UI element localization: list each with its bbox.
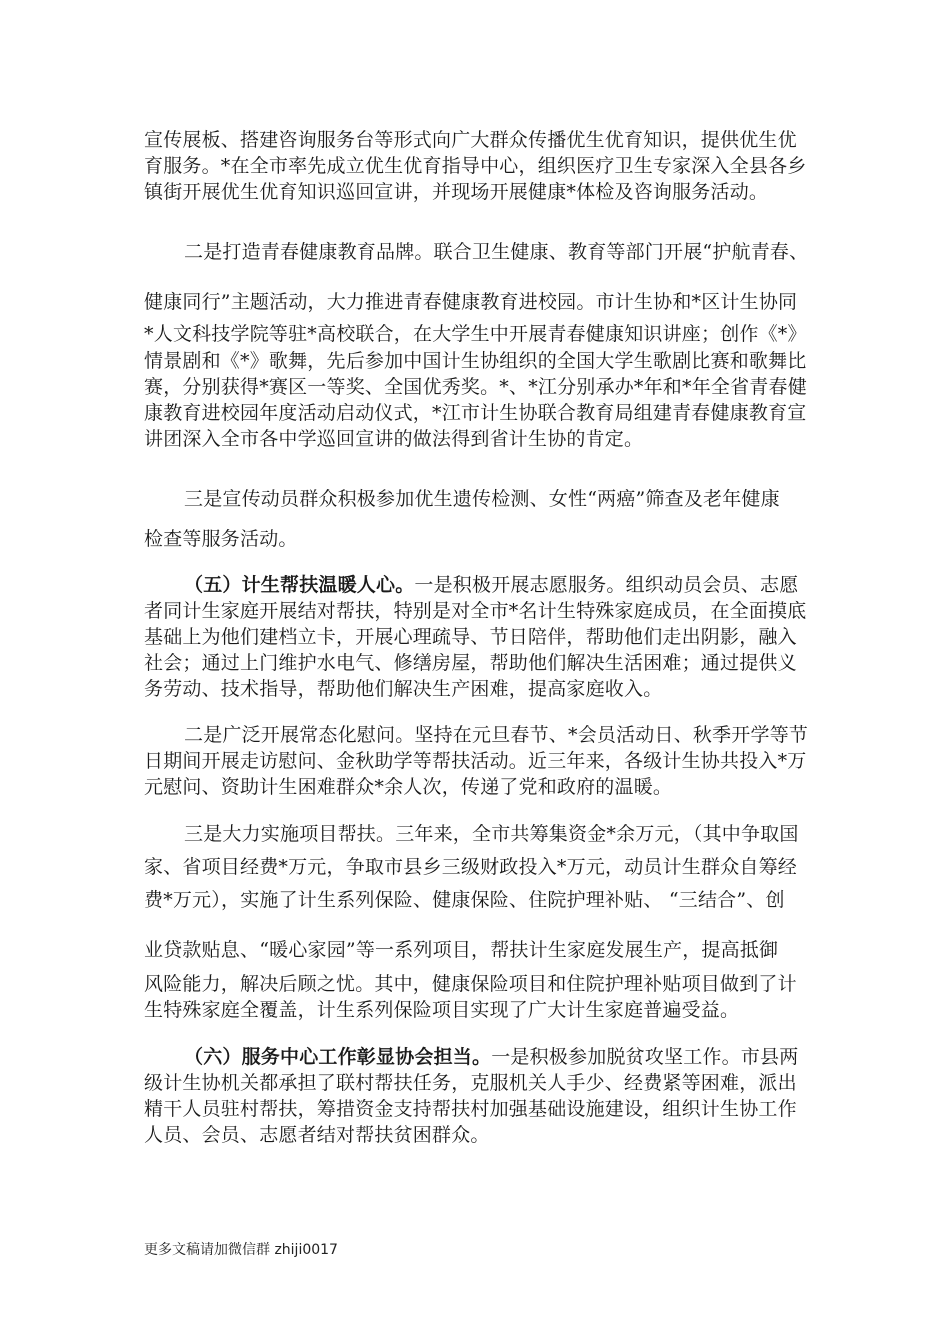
p3-line-1: 三是宣传动员群众积极参加优生遗传检测、女性“两癌”筛查及老年健康 [184,488,780,510]
p2-line-3: *人文科技学院等驻*高校联合，在大学生中开展青春健康知识讲座；创作《*》 [144,323,807,345]
p4-first-rest: 一是积极开展志愿服务。组织动员会员、志愿 [414,574,799,596]
p7-heading: （六）服务中心工作彰显协会担当。 [184,1046,492,1068]
p6-line-3: 费*万元），实施了计生系列保险、健康保险、住院护理补贴、 “三结合”、创 [144,889,785,911]
p1-line-1: 宣传展板、搭建咨询服务台等形式向广大群众传播优生优育知识，提供优生优 [144,129,797,151]
p5-line-3: 元慰问、资助计生困难群众*余人次，传递了党和政府的温暖。 [144,776,673,798]
p4-line-4: 社会；通过上门维护水电气、修缮房屋，帮助他们解决生活困难；通过提供义 [144,652,797,674]
p5-line-1: 二是广泛开展常态化慰问。坚持在元旦春节、*会员活动日、秋季开学等节 [184,724,809,746]
p4-line-1 [184,573,824,597]
p2-line-6: 康教育进校园年度活动启动仪式，*江市计生协联合教育局组建青春健康教育宣 [144,402,807,424]
p2-line-1: 二是打造青春健康教育品牌。联合卫生健康、教育等部门开展“护航青春、 [184,241,809,263]
p6-line-2: 家、省项目经费*万元，争取市县乡三级财政投入*万元，动员计生群众自筹经 [144,856,798,878]
p7-line-1 [184,1045,824,1069]
p1-line-2: 育服务。*在全市率先成立优生优育指导中心，组织医疗卫生专家深入全县各乡 [144,155,807,177]
p6-line-5: 风险能力，解决后顾之忧。其中，健康保险项目和住院护理补贴项目做到了计 [144,973,797,995]
p4-line-2: 者同计生家庭开展结对帮扶，特别是对全市*名计生特殊家庭成员，在全面摸底 [144,600,807,622]
p2-line-2: 健康同行”主题活动，大力推进青春健康教育进校园。市计生协和*区计生协同 [144,291,798,313]
p5-line-2: 日期间开展走访慰问、金秋助学等帮扶活动。近三年来，各级计生协共投入*万 [144,750,807,772]
p7-line-2: 级计生协机关都承担了联村帮扶任务，克服机关人手少、经费紧等困难，派出 [144,1072,797,1094]
p2-line-5: 赛，分别获得*赛区一等奖、全国优秀奖。*、*江分别承办*年和*年全省青春健 [144,376,807,398]
p7-line-4: 人员、会员、志愿者结对帮扶贫困群众。 [144,1124,490,1146]
p6-line-4: 业贷款贴息、“暖心家园”等一系列项目，帮扶计生家庭发展生产，提高抵御 [144,939,779,961]
p4-heading: （五）计生帮扶温暖人心。 [184,574,415,596]
p2-line-7: 讲团深入全市各中学巡回宣讲的做法得到省计生协的肯定。 [144,428,644,450]
p6-line-1: 三是大力实施项目帮扶。三年来，全市共筹集资金*余万元，（其中争取国 [184,823,799,845]
p2-line-4: 情景剧和《*》歌舞，先后参加中国计生协组织的全国大学生歌剧比赛和歌舞比 [144,350,807,372]
footer-note: 更多文稿请加微信群 zhiji0017 [144,1242,338,1258]
p1-line-3: 镇街开展优生优育知识巡回宣讲，并现场开展健康*体检及咨询服务活动。 [144,181,769,203]
p7-first-rest: 一是积极参加脱贫攻坚工作。市县两 [491,1046,799,1068]
p4-line-3: 基础上为他们建档立卡，开展心理疏导、节日陪伴，帮助他们走出阴影，融入 [144,626,797,648]
p4-line-5: 务劳动、技术指导，帮助他们解决生产困难，提高家庭收入。 [144,678,663,700]
p3-line-2: 检查等服务活动。 [144,528,298,550]
p7-line-3: 精干人员驻村帮扶，筹措资金支持帮扶村加强基础设施建设，组织计生协工作 [144,1098,797,1120]
p6-line-6: 生特殊家庭全覆盖，计生系列保险项目实现了广大计生家庭普遍受益。 [144,999,740,1021]
